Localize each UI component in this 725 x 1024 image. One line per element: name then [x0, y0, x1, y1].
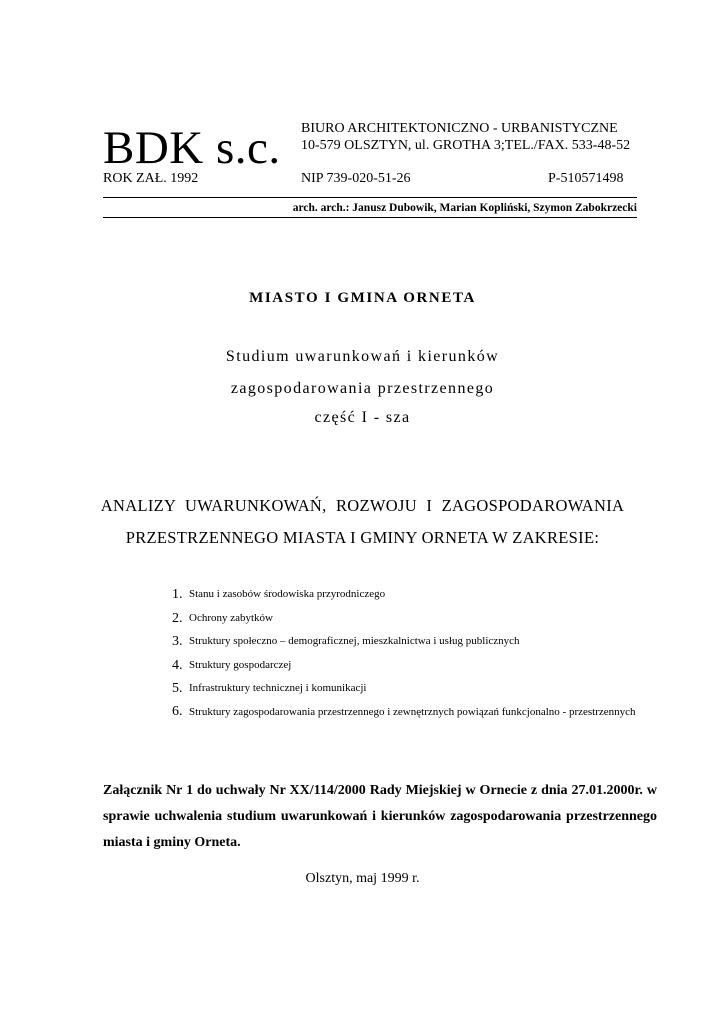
analysis-heading-line2: PRZESTRZENNEGO MIASTA I GMINY ORNETA W ZAKRESIE: [125, 528, 600, 547]
office-address: 10-579 OLSZTYN, ul. GROTHA 3;TEL./FAX. 533-48-52 [301, 138, 631, 153]
list-item-text: Struktury społeczno – demograficznej, mieszkalnictwa i usług publicznych [189, 635, 520, 647]
list-item [172, 607, 642, 631]
p-number: P-510571498 [548, 171, 624, 186]
list-item [172, 677, 642, 701]
list-number: 4. [172, 657, 183, 673]
list-number: 5. [172, 681, 183, 696]
annex-paragraph: Załącznik Nr 1 do uchwały Nr XX/114/2000 Rady Miejskiej w Ornecie z dnia 27.01.2000r. w sprawie uchwalenia studium uwarunkowań i kierunków zagospodarowania przestrzennego miasta i gminy Orneta. [103, 783, 657, 850]
list-item [172, 701, 642, 723]
study-part: część I - sza [314, 409, 411, 426]
city-title: MIASTO I GMINA ORNETA [249, 290, 476, 306]
list-item-text: Infrastruktury technicznej i komunikacji [189, 682, 367, 694]
founded-year: ROK ZAŁ. 1992 [103, 171, 199, 186]
list-item-text: Ochrony zabytków [189, 611, 274, 624]
header-divider-top [103, 197, 637, 198]
list-item-text: Struktury zagospodarowania przestrzennego i zewnętrznych powiązań funkcjonalno - przestrzennych [189, 705, 636, 718]
company-logo: BDK s.c. [103, 122, 281, 174]
list-item [172, 583, 642, 607]
list-item-text: Struktury gospodarczej [189, 658, 292, 671]
list-number: 1. [172, 587, 183, 602]
office-name: BIURO ARCHITEKTONICZNO - URBANISTYCZNE [301, 121, 618, 136]
study-title-line1: Studium uwarunkowań i kierunków [225, 348, 500, 365]
list-item [172, 630, 642, 654]
list-item-text: Stanu i zasobów środowiska przyrodniczego [189, 588, 386, 600]
place-date: Olsztyn, maj 1999 r. [305, 871, 420, 886]
list-number: 6. [172, 703, 183, 719]
analysis-heading-line1: ANALIZY UWARUNKOWAŃ, ROZWOJU I ZAGOSPODAROWANIA [100, 496, 625, 515]
study-title-line2: zagospodarowania przestrzennego [230, 380, 495, 397]
list-number: 2. [172, 610, 183, 626]
architects-line: arch. arch.: Janusz Dubowik, Marian Kopliński, Szymon Zabokrzecki [292, 202, 637, 214]
list-number: 3. [172, 634, 183, 649]
topics-list [172, 583, 642, 723]
nip-number: NIP 739-020-51-26 [301, 171, 411, 186]
list-item [172, 654, 642, 678]
header-divider-bottom [103, 217, 637, 218]
